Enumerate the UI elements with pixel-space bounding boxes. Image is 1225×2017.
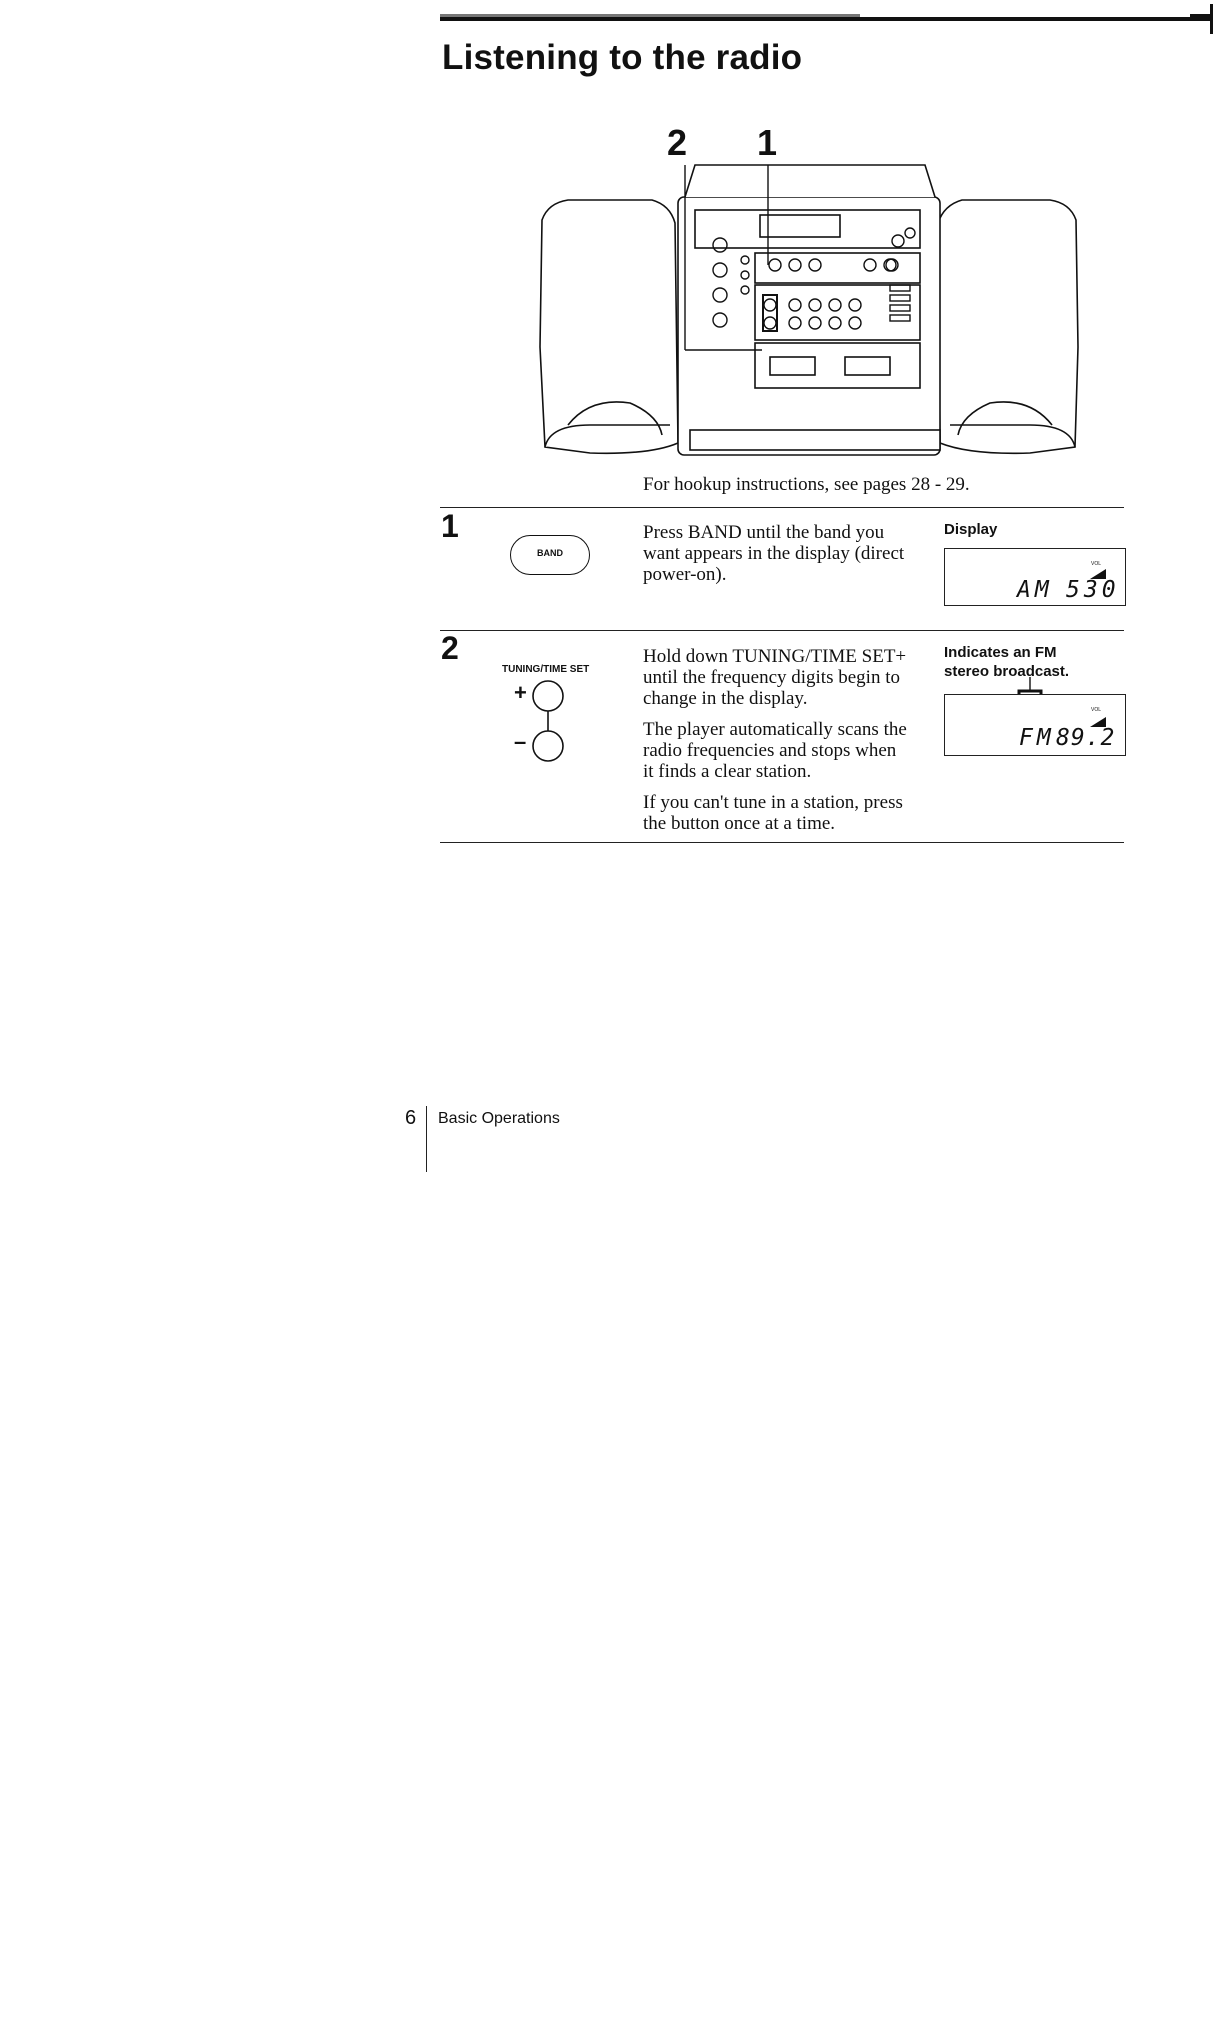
tuning-time-set-label: TUNING/TIME SET xyxy=(502,664,590,675)
boombox-illustration xyxy=(530,125,1090,465)
display-caption: Display xyxy=(944,521,998,538)
vol-label: VOL xyxy=(1091,561,1102,567)
callout-number-2: 2 xyxy=(667,125,688,163)
step-2-instructions xyxy=(643,646,908,834)
section-divider xyxy=(440,507,1124,508)
step-2-paragraph-3: If you can't tune in a station, press the button once at a time. xyxy=(643,792,903,834)
fm-stereo-caption: Indicates an FM stereo broadcast. xyxy=(944,644,1070,680)
section-end-divider xyxy=(440,842,1124,843)
step-1-number: 1 xyxy=(441,508,459,544)
step-2-paragraph-1: Hold down TUNING/TIME SET+ until the frequency digits begin to change in the display. xyxy=(643,646,907,709)
lcd-band: AM xyxy=(1017,577,1053,603)
step-divider xyxy=(440,630,1124,631)
band-button-label: BAND xyxy=(537,548,563,558)
header-end-tick xyxy=(1190,4,1220,34)
step-1-paragraph: Press BAND until the band you want appears in the display (direct power-on). xyxy=(643,522,905,585)
lcd-display-am xyxy=(944,548,1126,606)
callout-number-1: 1 xyxy=(757,125,778,163)
band-button-icon xyxy=(510,535,590,575)
lcd-display-fm xyxy=(944,694,1126,756)
tuning-buttons-icon xyxy=(510,676,570,766)
lcd-frequency: 89.2 xyxy=(1056,725,1116,751)
page-number: 6 xyxy=(405,1107,417,1129)
section-name: Basic Operations xyxy=(438,1110,560,1127)
plus-sign: + xyxy=(514,680,527,705)
vol-label: VOL xyxy=(1091,707,1102,713)
lcd-frequency: 530 xyxy=(1066,577,1120,603)
page-title: Listening to the radio xyxy=(442,38,803,77)
lcd-band: FM xyxy=(1019,725,1055,751)
step-2-number: 2 xyxy=(441,630,459,666)
footer-divider xyxy=(426,1106,427,1172)
minus-sign: – xyxy=(514,729,527,754)
hookup-note: For hookup instructions, see pages 28 - 29. xyxy=(643,474,970,495)
step-2-paragraph-2: The player automatically scans the radio frequencies and stops when it finds a clear station. xyxy=(643,719,907,782)
step-1-instructions xyxy=(643,522,908,585)
header-rule xyxy=(440,14,1210,22)
tuning-button-circles xyxy=(528,676,568,766)
